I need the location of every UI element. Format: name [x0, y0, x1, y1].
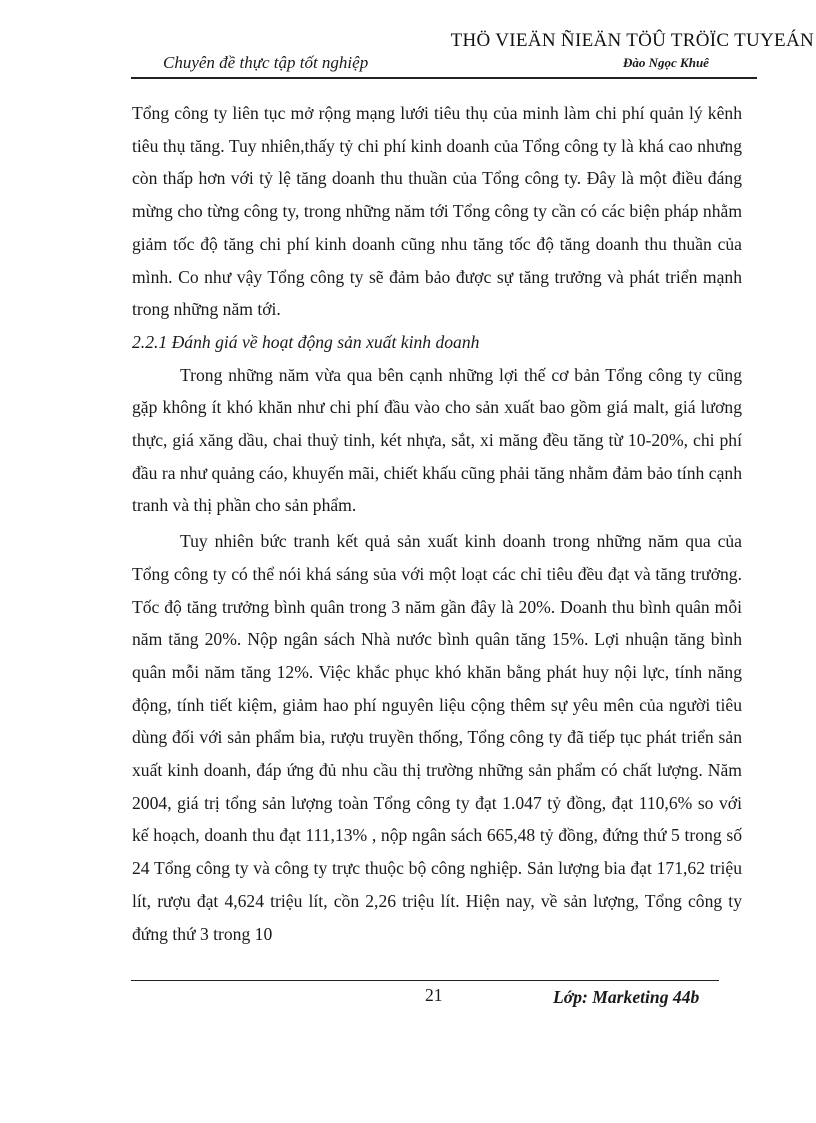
page-number: 21	[425, 985, 443, 1005]
section-heading: 2.2.1 Đánh giá về hoạt động sản xuất kinh doanh	[132, 331, 480, 352]
document-title: Chuyên đề thực tập tốt nghiệp	[163, 53, 369, 72]
class-label: Lớp: Marketing 44b	[553, 987, 700, 1007]
paragraph-1: Tổng công ty liên tục mở rộng mạng lưới tiêu thụ của minh làm chi phí quản lý kênh tiêu thụ tăng. Tuy nhiên,thấy tỷ chi phí kinh doanh của Tổng công ty là khá cao nhưng còn thấp hơn với tỷ lệ tăng doanh thu thuần của Tổng công ty. Đây là một điều đáng mừng cho từng công ty, trong những năm tới Tổng công ty cần có các biện pháp nhằm giảm tốc độ tăng chi phí kinh doanh cũng nhu tăng tốc độ tăng doanh thu thuần của mình. Co như vậy Tổng công ty sẽ đảm bảo được sự tăng trưởng và phát triển mạnh trong những năm tới.	[132, 103, 742, 320]
page-body	[132, 97, 742, 950]
watermark-text: THÖ VIEÄN ÑIEÄN TÖÛ TRÖÏC TUYEÁN	[450, 30, 814, 51]
header-divider	[131, 77, 757, 79]
paragraph-3: Tuy nhiên bức tranh kết quả sản xuất kinh doanh trong những năm qua của Tổng công ty có thể nói khá sáng sủa với một loạt các chỉ tiêu đều đạt và tăng trưởng. Tốc độ tăng trưởng bình quân trong 3 năm gần đây là 20%. Doanh thu bình quân mỗi năm tăng 20%. Nộp ngân sách Nhà nước bình quân tăng 15%. Lợi nhuận tăng bình quân mỗi năm tăng 12%. Việc khắc phục khó khăn bằng phát huy nội lực, tính năng động, tính tiết kiệm, giảm hao phí nguyên liệu cộng thêm sự yêu mên của người tiêu dùng đối với sản phẩm bia, rượu truyền thống, Tổng công ty đã tiếp tục phát triển sản xuất kinh doanh, đáp ứng đủ nhu cầu thị trường những sản phẩm có chất lượng. Năm 2004, giá trị tổng sản lượng toàn Tổng công ty đạt 1.047 tỷ đồng, đạt 110,6% so với kế hoạch, doanh thu đạt 111,13% , nộp ngân sách 665,48 tỷ đồng, đứng thứ 5 trong số 24 Tổng công ty và công ty trực thuộc bộ công nghiệp. Sản lượng bia đạt 171,62 triệu lít, rượu đạt 4,624 triệu lít, cồn 2,26 triệu lít. Hiện nay, về sản lượng, Tổng công ty đứng thứ 3 trong 10	[132, 531, 742, 944]
author-name: Đào Ngọc Khuê	[623, 55, 709, 70]
paragraph-2: Trong những năm vừa qua bên cạnh những lợi thế cơ bản Tổng công ty cũng gặp không ít khó khăn như chi phí đầu vào cho sản xuất bao gồm giá malt, giá lương thực, giá xăng dầu, chai thuỷ tinh, két nhựa, sắt, xi măng đều tăng từ 10-20%, chi phí đầu ra như quảng cáo, khuyến mãi, chiết khấu cũng phải tăng nhằm đảm bảo tính cạnh tranh và thị phần cho sản phẩm.	[132, 364, 742, 516]
footer-divider	[131, 980, 719, 981]
